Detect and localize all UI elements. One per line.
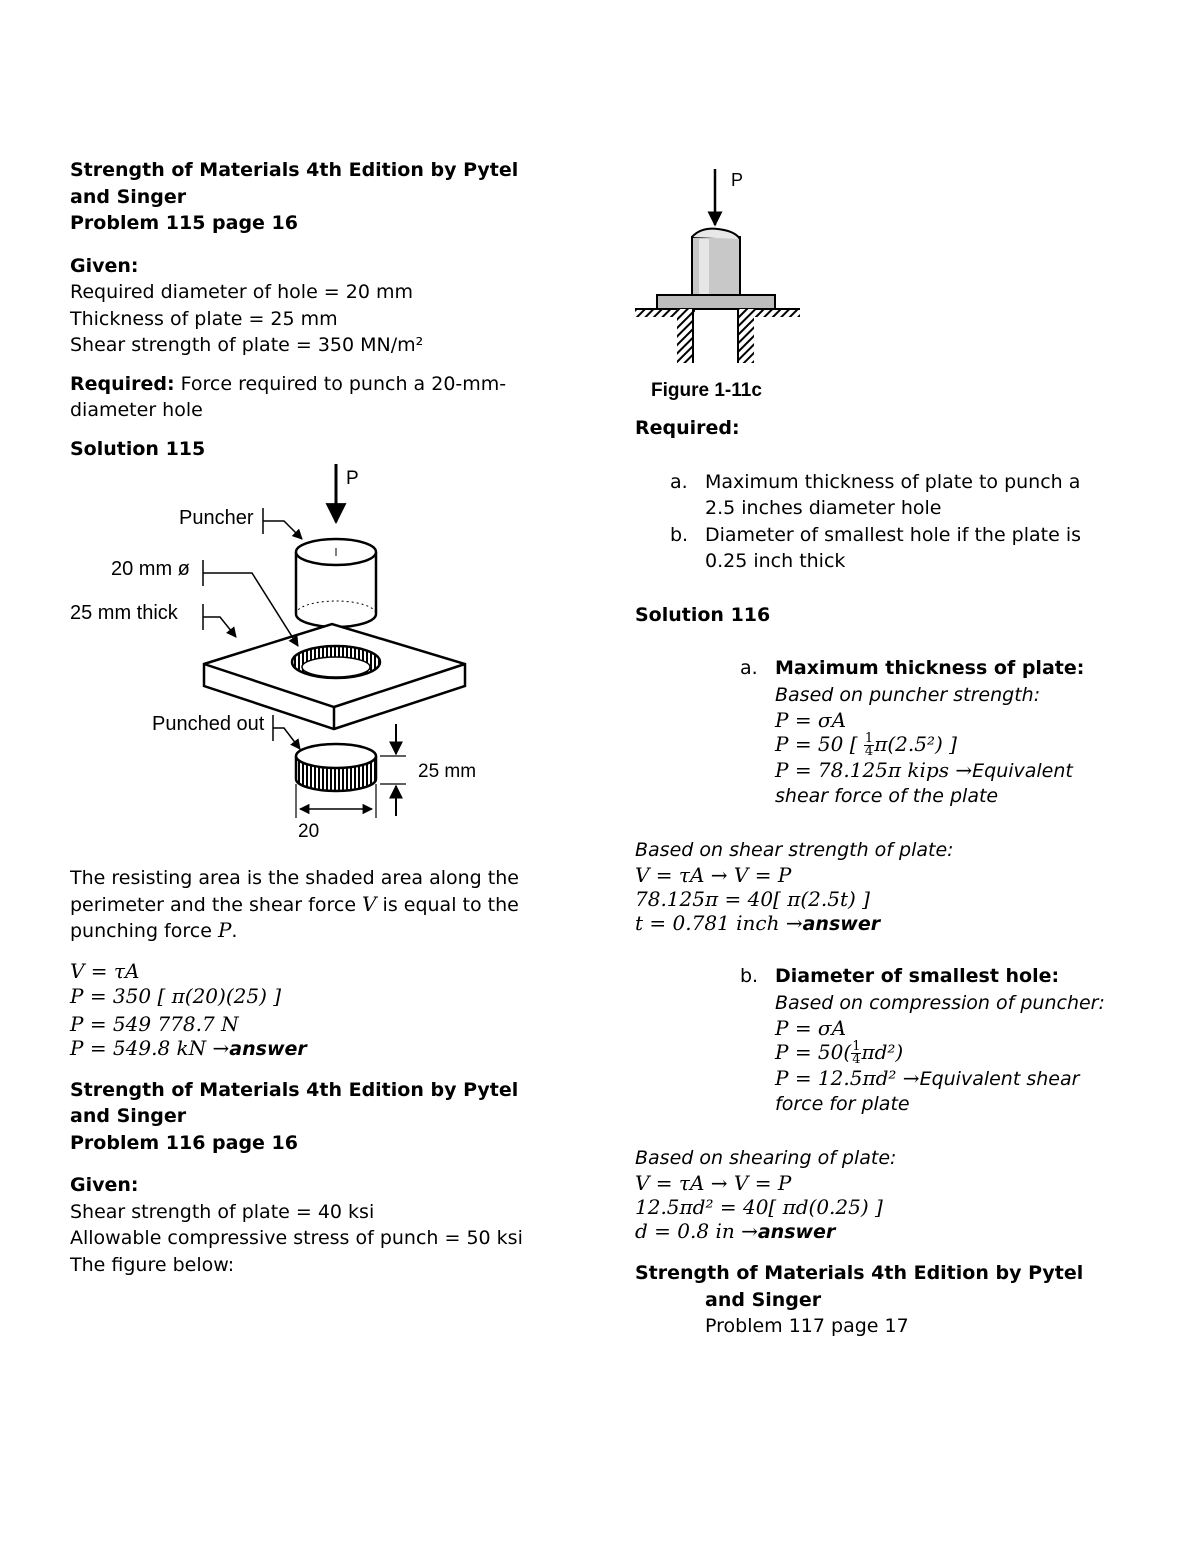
given-item: Shear strength of plate = 350 MN/m² (70, 334, 424, 356)
problem-title-line: and Singer (70, 185, 187, 208)
equation: P = 12.5πd² →Equivalent shear (775, 1066, 1080, 1090)
answer-label: answer (757, 1221, 836, 1243)
equation: P = 50 [ $\frac{1}{4}$ π(2.5²) ] (775, 731, 957, 759)
given-item: Required diameter of hole = 20 mm (70, 281, 413, 303)
equation: V = τA (70, 958, 140, 983)
left-column (70, 157, 550, 1278)
part-heading: Diameter of smallest hole: (775, 965, 1060, 987)
equation-note: shear force of the plate (775, 785, 999, 807)
problem-117-heading (635, 1260, 1135, 1340)
required-text-cont: diameter hole (70, 399, 203, 421)
given-item: Thickness of plate = 25 mm (70, 307, 338, 330)
equation-block (775, 708, 1135, 783)
diameter-label: 20 mm ø (111, 558, 190, 580)
given-label: Given: (70, 254, 139, 277)
slug-diameter-label: 20 (298, 821, 320, 842)
explanation-line: punching force P. (70, 918, 238, 942)
solution-label: Solution 116 (635, 603, 771, 626)
solution-part-b: b. Diameter of smallest hole: Based on compression of puncher: P = σA P = 50( $\frac{1}{4}$ πd²) P = 12.5πd² →Equivalent shear force for plate (635, 963, 1135, 1118)
equation: 78.125π = 40[ π(2.5t) ] (635, 887, 870, 911)
solution-label: Solution 115 (70, 437, 206, 460)
equation: P = 78.125π kips →Equivalent (775, 758, 1073, 782)
explanation-line: The resisting area is the shaded area along the (70, 867, 519, 889)
load-label: P (346, 468, 359, 489)
equation-note: force for plate (775, 1093, 910, 1115)
right-column (635, 165, 1135, 1340)
equation: V = τA → V = P (635, 1171, 792, 1195)
equation: P = 549.8 kN →answer (70, 1035, 307, 1060)
required-label: Required: (70, 372, 175, 395)
equation: 12.5πd² = 40[ πd(0.25) ] (635, 1195, 883, 1219)
equation: P = 549 778.7 N (70, 1011, 239, 1036)
puncher (296, 539, 376, 627)
explanation-line: perimeter and the shear force V is equal to the (70, 891, 519, 916)
required-text: Force required to punch a 20-mm- (174, 372, 507, 395)
given-item: Shear strength of plate = 40 ksi (70, 1200, 375, 1223)
thickness-label: 25 mm thick (70, 602, 178, 624)
required-list (635, 469, 1135, 575)
equation: d = 0.8 in →answer (635, 1219, 836, 1243)
equation: P = 350 [ π(20)(25) ] (70, 983, 282, 1008)
given-label: Given: (70, 1174, 139, 1196)
equation: t = 0.781 inch →answer (635, 911, 881, 935)
punch-plate-figure (70, 464, 550, 859)
part-subheading: Based on shearing of plate: (635, 1146, 897, 1169)
equation: P = σA (775, 1016, 847, 1040)
equation-block (635, 1171, 1135, 1244)
problem-title-line: Strength of Materials 4th Edition by Pytel (70, 159, 519, 181)
answer-label: answer (229, 1037, 307, 1060)
list-item: a. Maximum thickness of plate to punch a 2.5 inches diameter hole (670, 470, 1081, 519)
figure-caption: Figure 1-11c (651, 380, 762, 401)
answer-label: answer (802, 913, 881, 935)
equation: P = 50( $\frac{1}{4}$ πd²) (775, 1039, 904, 1067)
slug-height-label: 25 mm (418, 761, 477, 782)
list-item: b. Diameter of smallest hole if the plate is 0.25 inch thick (670, 523, 1082, 572)
puncher-label: Puncher (179, 507, 254, 529)
equation: V = τA → V = P (635, 863, 792, 887)
required-statement (70, 371, 550, 398)
equation-block (775, 1016, 1135, 1091)
problem-title-line: and Singer (70, 1105, 187, 1127)
part-subheading: Based on compression of puncher: (775, 991, 1105, 1014)
equation: P = σA (775, 708, 847, 732)
equation-block (70, 959, 550, 1061)
part-subheading: Based on puncher strength: (775, 683, 1041, 706)
problem-title-line: and Singer (705, 1288, 822, 1311)
equation-block (635, 863, 1135, 936)
part-heading: Maximum thickness of plate: (775, 657, 1085, 679)
solution-part-a: a. Maximum thickness of plate: Based on puncher strength: P = σA P = 50 [ $\frac{1}{4}$ π(2.5²) ] P = 78.125π kips →Equivalent shear force of the plate (635, 655, 1135, 810)
punch-figure-1-11c (635, 165, 805, 405)
load-label: P (731, 170, 744, 190)
punched-slug (296, 744, 376, 791)
part-subheading: Based on shear strength of plate: (635, 838, 954, 861)
given-item: The figure below: (70, 1253, 235, 1276)
problem-number: Problem 116 page 16 (70, 1131, 298, 1154)
punched-out-label: Punched out (152, 713, 265, 735)
problem-116-heading (70, 1077, 550, 1157)
problem-number: Problem 115 page 16 (70, 212, 298, 234)
problem-number: Problem 117 page 17 (705, 1315, 909, 1337)
given-item: Allowable compressive stress of punch = 50 ksi (70, 1227, 523, 1249)
problem-title-line: Strength of Materials 4th Edition by Pytel (635, 1262, 1084, 1284)
problem-115-heading (70, 157, 550, 237)
required-label: Required: (635, 417, 740, 439)
plate (657, 295, 775, 309)
problem-title-line: Strength of Materials 4th Edition by Pytel (70, 1078, 519, 1101)
